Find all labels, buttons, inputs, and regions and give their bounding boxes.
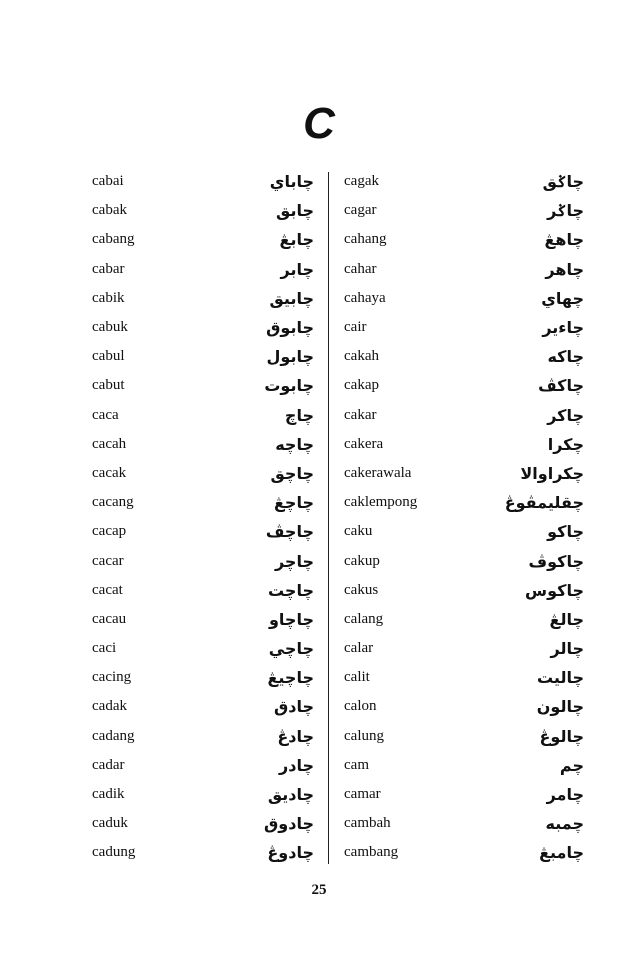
latin-headword: cakerawala bbox=[344, 464, 412, 481]
jawi-headword: چابق bbox=[276, 201, 314, 221]
latin-headword: cabuk bbox=[92, 319, 128, 336]
jawi-headword: چاكوڤ bbox=[528, 551, 584, 571]
jawi-headword: چاءير bbox=[542, 318, 584, 338]
jawi-headword: چاچت bbox=[267, 580, 314, 600]
latin-headword: cadar bbox=[92, 756, 125, 773]
latin-headword: cabul bbox=[92, 348, 125, 365]
jawi-headword: چادق bbox=[273, 697, 314, 717]
jawi-headword: چالوڠ bbox=[539, 726, 584, 746]
jawi-headword: چالون bbox=[536, 697, 584, 717]
jawi-headword: چاچر bbox=[274, 551, 314, 571]
dictionary-entry bbox=[92, 488, 314, 517]
latin-headword: cahang bbox=[344, 231, 387, 248]
jawi-headword: چابول bbox=[266, 347, 314, 367]
jawi-headword: چاچڠ bbox=[274, 493, 314, 513]
latin-headword: cadik bbox=[92, 786, 125, 803]
dictionary-entry bbox=[92, 430, 314, 459]
latin-headword: cabai bbox=[92, 173, 124, 190]
latin-headword: cabar bbox=[92, 260, 125, 277]
dictionary-entry bbox=[344, 576, 584, 605]
dictionary-entry bbox=[344, 605, 584, 634]
latin-headword: cakup bbox=[344, 552, 380, 569]
latin-headword: cacat bbox=[92, 581, 123, 598]
dictionary-entry bbox=[344, 313, 584, 342]
jawi-headword: چاديق bbox=[267, 785, 314, 805]
latin-headword: cakera bbox=[344, 435, 384, 452]
dictionary-entry bbox=[344, 546, 584, 575]
dictionary-entry bbox=[344, 196, 584, 225]
dictionary-entry bbox=[92, 342, 314, 371]
dictionary-entry bbox=[344, 430, 584, 459]
dictionary-entry bbox=[344, 284, 584, 313]
dictionary-entry bbox=[344, 809, 584, 838]
page-number: 25 bbox=[311, 882, 327, 898]
latin-headword: cabang bbox=[92, 231, 135, 248]
jawi-headword: چاكو bbox=[547, 522, 584, 542]
dictionary-entry bbox=[344, 401, 584, 430]
dictionary-entry bbox=[92, 809, 314, 838]
latin-headword: cabak bbox=[92, 202, 127, 219]
latin-headword: cakah bbox=[344, 348, 379, 365]
dictionary-entry bbox=[344, 838, 584, 867]
dictionary-entry bbox=[92, 663, 314, 692]
latin-headword: cacing bbox=[92, 669, 132, 686]
dictionary-entry bbox=[344, 517, 584, 546]
dictionary-entry bbox=[344, 371, 584, 400]
dictionary-entry bbox=[92, 225, 314, 254]
dictionary-entry bbox=[344, 780, 584, 809]
latin-headword: cair bbox=[344, 319, 367, 336]
jawi-headword: چاليت bbox=[536, 668, 584, 688]
latin-headword: cambah bbox=[344, 815, 391, 832]
dictionary-entry bbox=[344, 342, 584, 371]
latin-headword: cam bbox=[344, 756, 369, 773]
latin-headword: caca bbox=[92, 406, 119, 423]
latin-headword: cacau bbox=[92, 610, 127, 627]
latin-headword: cacah bbox=[92, 435, 127, 452]
dictionary-entry bbox=[92, 371, 314, 400]
jawi-headword: چادر bbox=[279, 755, 314, 775]
dictionary-entry bbox=[344, 751, 584, 780]
jawi-headword: چامبڠ bbox=[539, 843, 584, 863]
latin-headword: cabik bbox=[92, 289, 125, 306]
jawi-headword: چاكوس bbox=[525, 580, 584, 600]
latin-headword: calar bbox=[344, 640, 374, 657]
dictionary-entry bbox=[344, 488, 584, 517]
section-letter-heading: C bbox=[303, 99, 335, 148]
latin-headword: calon bbox=[344, 698, 377, 715]
jawi-headword: چكرا bbox=[547, 434, 584, 454]
right-entry-column bbox=[344, 167, 584, 868]
jawi-headword: چاچ bbox=[284, 405, 314, 425]
dictionary-entry bbox=[92, 255, 314, 284]
dictionary-entry bbox=[92, 167, 314, 196]
dictionary-entry bbox=[92, 605, 314, 634]
latin-headword: cakap bbox=[344, 377, 379, 394]
column-divider bbox=[328, 172, 329, 864]
latin-headword: caci bbox=[92, 640, 117, 657]
jawi-headword: چكراوالا bbox=[520, 463, 584, 483]
dictionary-entry bbox=[344, 459, 584, 488]
dictionary-entry bbox=[92, 838, 314, 867]
latin-headword: cahar bbox=[344, 260, 377, 277]
jawi-headword: چم bbox=[559, 755, 584, 775]
jawi-headword: چالڠ bbox=[549, 609, 584, 629]
jawi-headword: چمبه bbox=[545, 814, 584, 834]
jawi-headword: چاچق bbox=[270, 463, 314, 483]
dictionary-entry bbox=[344, 692, 584, 721]
latin-headword: cadak bbox=[92, 698, 127, 715]
latin-headword: cahaya bbox=[344, 289, 386, 306]
left-entry-column bbox=[92, 167, 314, 868]
dictionary-entry bbox=[92, 634, 314, 663]
dictionary-entry bbox=[92, 517, 314, 546]
jawi-headword: چاهڠ bbox=[544, 230, 584, 250]
latin-headword: cagak bbox=[344, 173, 379, 190]
jawi-headword: چاهر bbox=[545, 259, 584, 279]
jawi-headword: چادوڠ bbox=[267, 843, 314, 863]
jawi-headword: چهاي bbox=[541, 288, 584, 308]
jawi-headword: چاچڤ bbox=[265, 522, 314, 542]
jawi-headword: چاچي bbox=[268, 639, 314, 659]
jawi-headword: چامر bbox=[546, 785, 584, 805]
latin-headword: cacap bbox=[92, 523, 127, 540]
latin-headword: cadang bbox=[92, 727, 135, 744]
latin-headword: cadung bbox=[92, 844, 136, 861]
dictionary-entry bbox=[344, 255, 584, 284]
jawi-headword: چاكڤ bbox=[538, 376, 584, 396]
latin-headword: cakar bbox=[344, 406, 377, 423]
dictionary-entry bbox=[344, 663, 584, 692]
jawi-headword: چادوق bbox=[264, 814, 314, 834]
jawi-headword: چاكه bbox=[547, 347, 584, 367]
latin-headword: cacar bbox=[92, 552, 124, 569]
jawi-headword: چاچاو bbox=[268, 609, 314, 629]
dictionary-entry bbox=[92, 780, 314, 809]
jawi-headword: چالر bbox=[550, 639, 584, 659]
dictionary-entry bbox=[92, 692, 314, 721]
dictionary-entry bbox=[92, 401, 314, 430]
jawi-headword: چاباي bbox=[269, 172, 314, 192]
jawi-headword: چاݢر bbox=[547, 201, 584, 221]
jawi-headword: چاچيڠ bbox=[267, 668, 314, 688]
latin-headword: cacang bbox=[92, 494, 134, 511]
dictionary-entry bbox=[344, 225, 584, 254]
jawi-headword: چابيق bbox=[269, 288, 314, 308]
latin-headword: camar bbox=[344, 786, 381, 803]
latin-headword: calit bbox=[344, 669, 370, 686]
jawi-headword: چابوت bbox=[264, 376, 314, 396]
dictionary-entry bbox=[92, 751, 314, 780]
latin-headword: calung bbox=[344, 727, 384, 744]
latin-headword: cakus bbox=[344, 581, 379, 598]
jawi-headword: چاݢق bbox=[542, 172, 584, 192]
jawi-headword: چاكر bbox=[547, 405, 584, 425]
dictionary-entry bbox=[92, 722, 314, 751]
dictionary-entry bbox=[92, 546, 314, 575]
dictionary-entry bbox=[92, 196, 314, 225]
dictionary-entry bbox=[92, 576, 314, 605]
jawi-headword: چقليمڤوڠ bbox=[504, 493, 584, 513]
jawi-headword: چادڠ bbox=[277, 726, 314, 746]
latin-headword: caklempong bbox=[344, 494, 418, 511]
jawi-headword: چابڠ bbox=[279, 230, 314, 250]
latin-headword: cagar bbox=[344, 202, 377, 219]
jawi-headword: چابوق bbox=[266, 318, 314, 338]
latin-headword: cacak bbox=[92, 464, 127, 481]
dictionary-entry bbox=[92, 313, 314, 342]
jawi-headword: چابر bbox=[280, 259, 314, 279]
dictionary-entry bbox=[344, 634, 584, 663]
jawi-headword: چاچه bbox=[275, 434, 314, 454]
dictionary-entry bbox=[92, 284, 314, 313]
dictionary-entry bbox=[92, 459, 314, 488]
latin-headword: cambang bbox=[344, 844, 399, 861]
latin-headword: caduk bbox=[92, 815, 128, 832]
latin-headword: caku bbox=[344, 523, 373, 540]
dictionary-entry bbox=[344, 722, 584, 751]
latin-headword: calang bbox=[344, 610, 384, 627]
latin-headword: cabut bbox=[92, 377, 125, 394]
dictionary-entry bbox=[344, 167, 584, 196]
